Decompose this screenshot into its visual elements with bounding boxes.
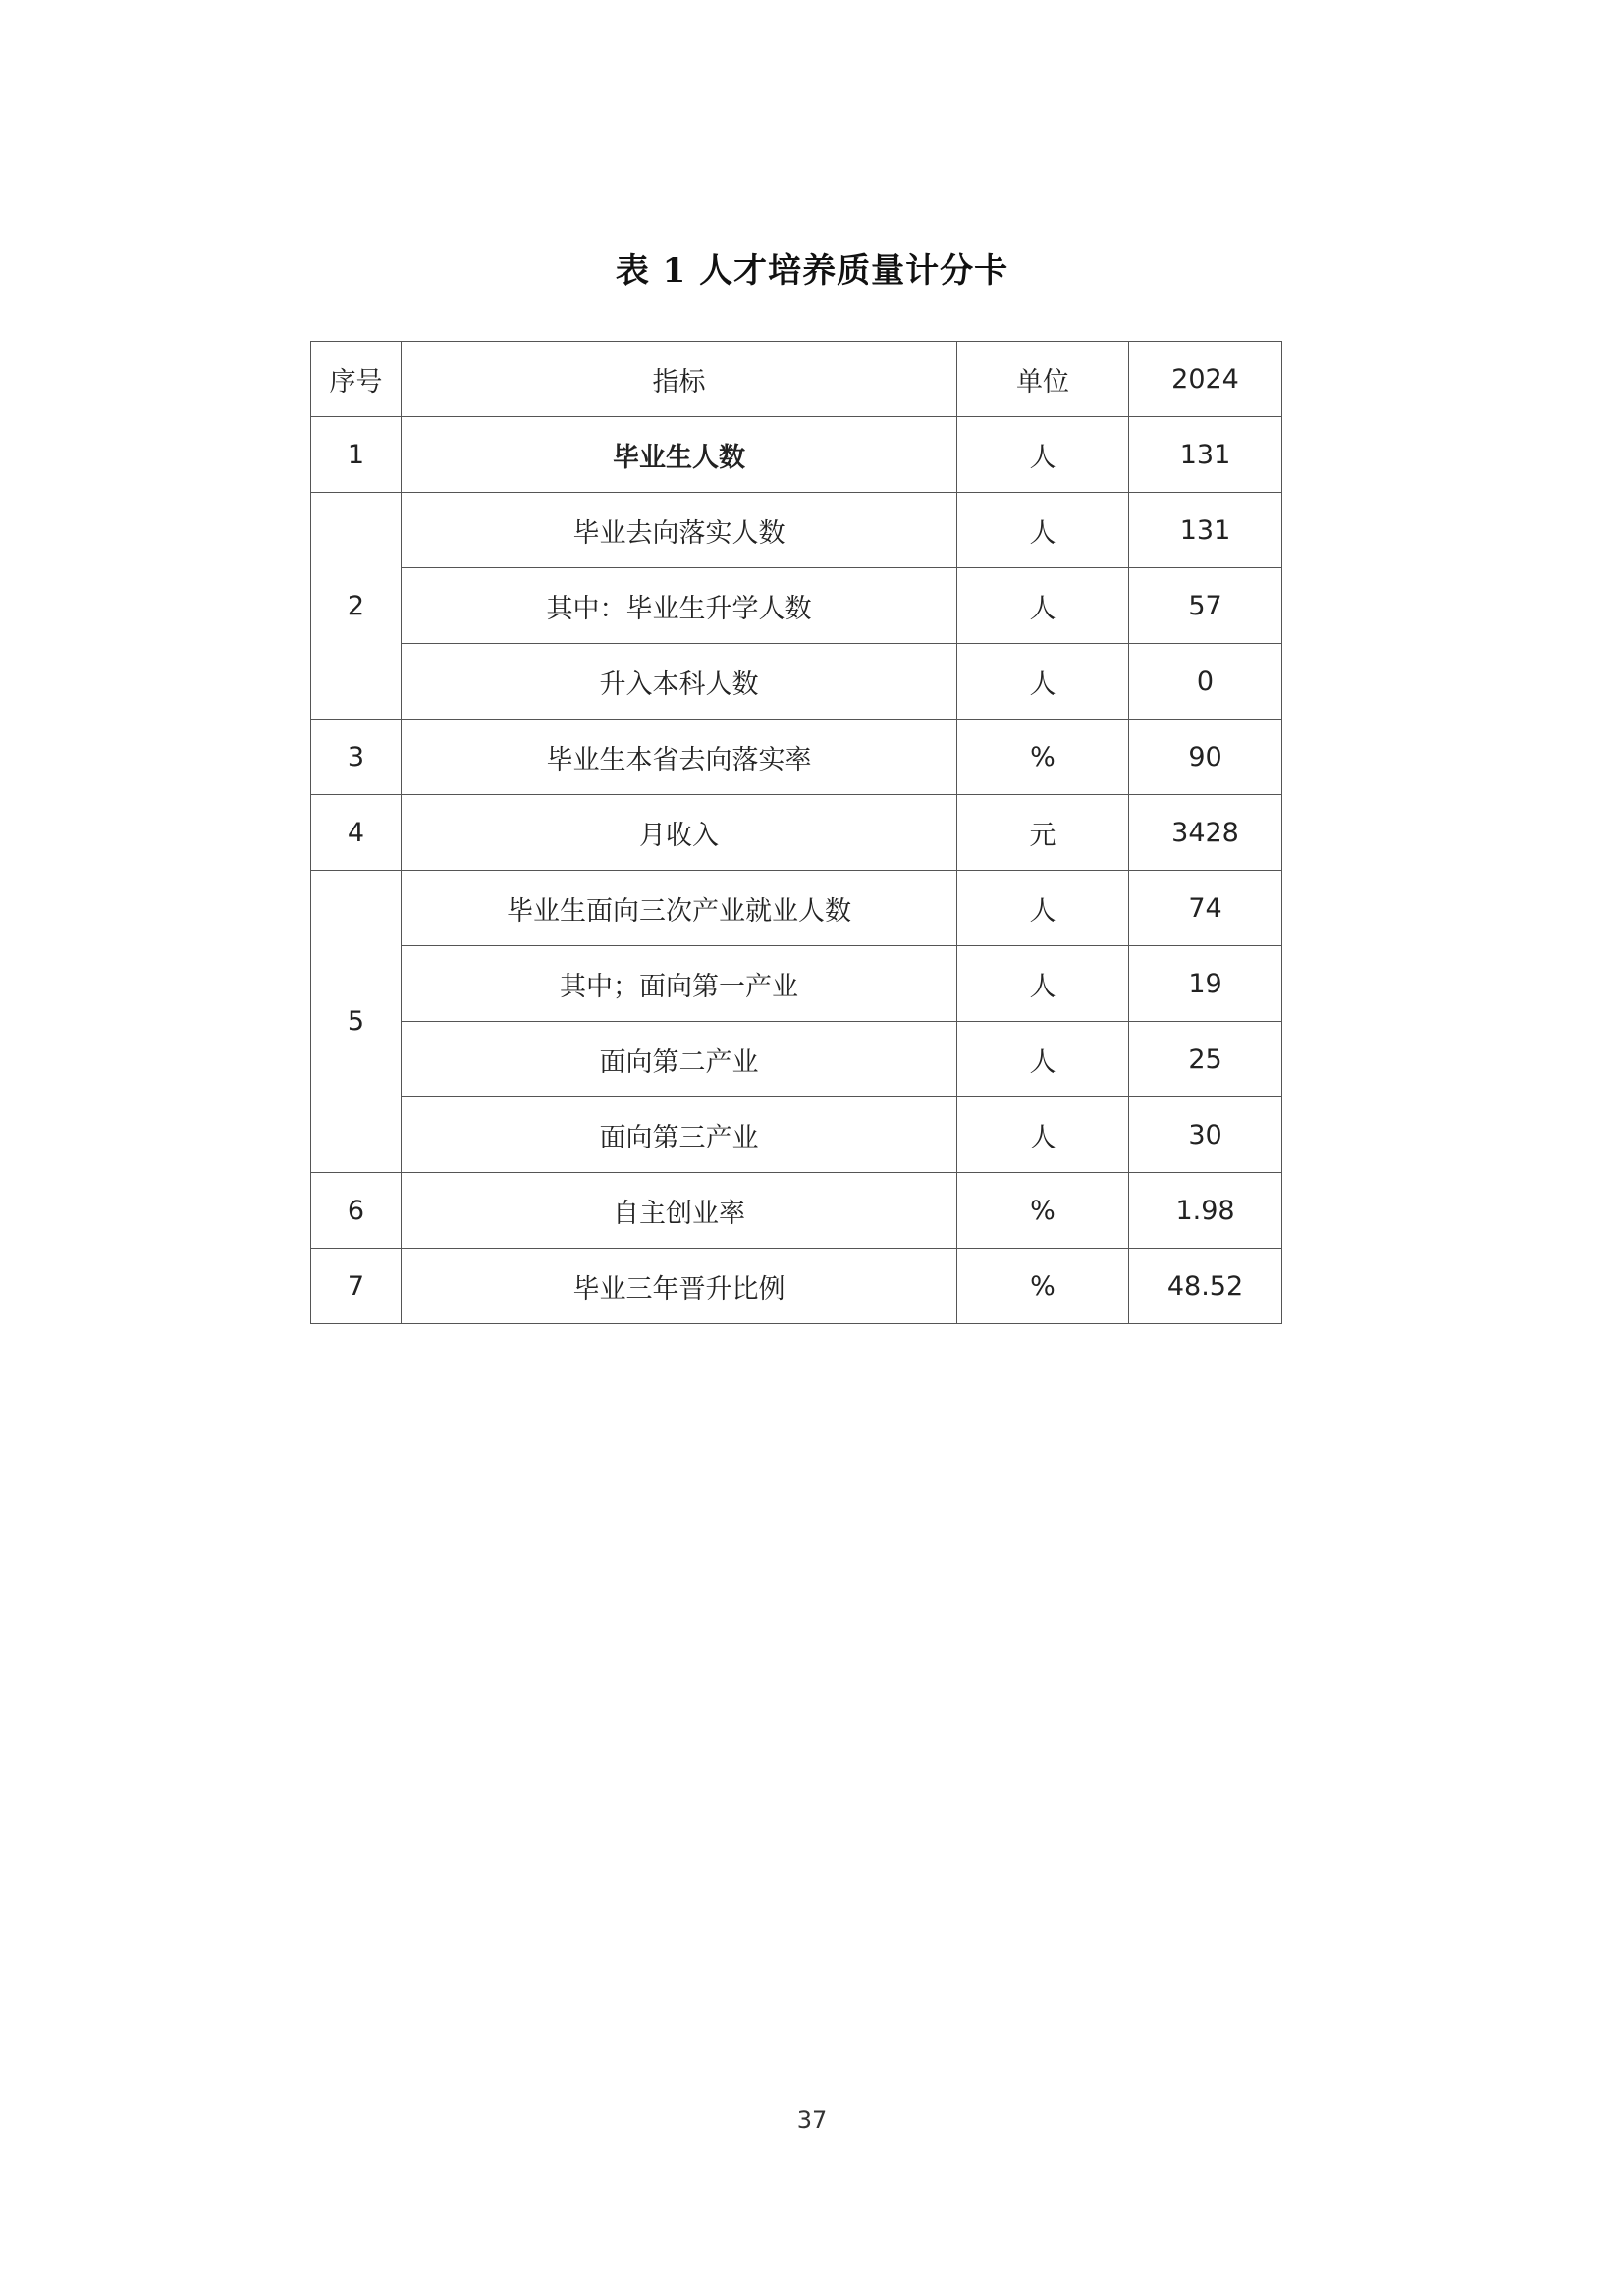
table-row	[311, 1249, 1282, 1324]
cell-value: 74	[1129, 871, 1282, 946]
table-row	[311, 644, 1282, 720]
header-unit: 单位	[957, 342, 1129, 417]
table-row	[311, 871, 1282, 946]
cell-indicator: 面向第二产业	[402, 1022, 957, 1097]
cell-seq: 7	[311, 1249, 402, 1324]
cell-value: 3428	[1129, 795, 1282, 871]
cell-indicator: 面向第三产业	[402, 1097, 957, 1173]
header-indicator: 指标	[402, 342, 957, 417]
cell-unit: %	[957, 720, 1129, 795]
table-row	[311, 795, 1282, 871]
cell-indicator: 升入本科人数	[402, 644, 957, 720]
cell-unit: 人	[957, 946, 1129, 1022]
header-seq: 序号	[311, 342, 402, 417]
cell-value: 57	[1129, 568, 1282, 644]
table-header-row	[311, 342, 1282, 417]
cell-seq: 4	[311, 795, 402, 871]
cell-indicator: 毕业生人数	[402, 417, 957, 493]
cell-seq: 3	[311, 720, 402, 795]
cell-indicator: 毕业生面向三次产业就业人数	[402, 871, 957, 946]
cell-value: 25	[1129, 1022, 1282, 1097]
table-row	[311, 946, 1282, 1022]
cell-indicator: 自主创业率	[402, 1173, 957, 1249]
cell-value: 1.98	[1129, 1173, 1282, 1249]
table-row	[311, 568, 1282, 644]
cell-seq: 1	[311, 417, 402, 493]
page-title: 表 1 人才培养质量计分卡	[615, 251, 1009, 291]
cell-value: 90	[1129, 720, 1282, 795]
cell-value: 19	[1129, 946, 1282, 1022]
cell-unit: %	[957, 1249, 1129, 1324]
cell-seq: 5	[311, 871, 402, 1173]
table-row	[311, 1022, 1282, 1097]
table-row	[311, 417, 1282, 493]
cell-unit: 人	[957, 417, 1129, 493]
cell-unit: 人	[957, 871, 1129, 946]
cell-unit: 人	[957, 493, 1129, 568]
page-number: 37	[796, 2107, 828, 2134]
cell-unit: 人	[957, 644, 1129, 720]
cell-indicator: 月收入	[402, 795, 957, 871]
cell-value: 48.52	[1129, 1249, 1282, 1324]
table-row	[311, 1097, 1282, 1173]
header-year: 2024	[1129, 342, 1282, 417]
cell-unit: 人	[957, 1022, 1129, 1097]
cell-seq: 6	[311, 1173, 402, 1249]
table-row	[311, 720, 1282, 795]
table-row	[311, 1173, 1282, 1249]
cell-value: 30	[1129, 1097, 1282, 1173]
cell-indicator: 其中：毕业生升学人数	[402, 568, 957, 644]
cell-seq: 2	[311, 493, 402, 720]
cell-indicator: 其中；面向第一产业	[402, 946, 957, 1022]
cell-unit: 人	[957, 1097, 1129, 1173]
cell-value: 131	[1129, 493, 1282, 568]
cell-indicator: 毕业去向落实人数	[402, 493, 957, 568]
cell-value: 0	[1129, 644, 1282, 720]
cell-unit: %	[957, 1173, 1129, 1249]
cell-unit: 人	[957, 568, 1129, 644]
cell-unit: 元	[957, 795, 1129, 871]
table-row	[311, 493, 1282, 568]
cell-value: 131	[1129, 417, 1282, 493]
talent-quality-scorecard-table	[310, 341, 1282, 1324]
cell-indicator: 毕业生本省去向落实率	[402, 720, 957, 795]
cell-indicator: 毕业三年晋升比例	[402, 1249, 957, 1324]
